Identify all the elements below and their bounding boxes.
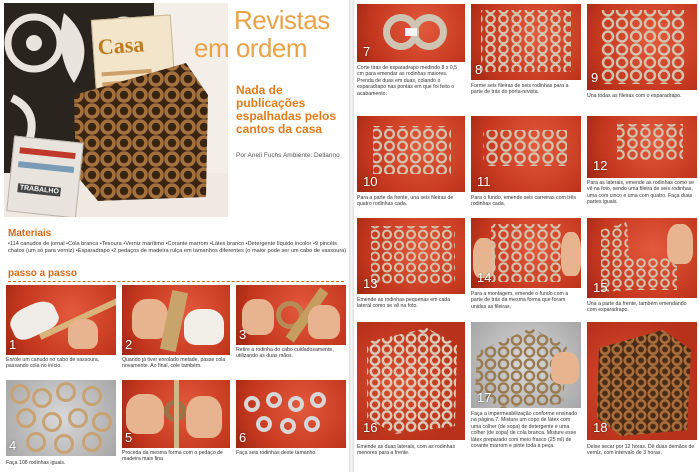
step-number: 7 xyxy=(363,44,371,59)
step-4-caption: Faça 108 rodinhas iguais. xyxy=(6,460,66,466)
step-number: 1 xyxy=(9,337,17,352)
step-3-caption: Retire a rodinha do cabo cuidadosamente, utilizando as duas mãos. xyxy=(236,347,334,360)
step-number: 5 xyxy=(125,430,133,445)
step-1-photo xyxy=(6,285,116,355)
steps-heading: passo a passo xyxy=(8,268,77,279)
step-2-photo xyxy=(122,285,230,355)
step-9 xyxy=(587,4,697,114)
step-number: 13 xyxy=(363,276,378,291)
step-9-photo xyxy=(587,4,697,90)
step-12-caption: Para as laterais, emende as rodinhas como se vê na foto, sendo uma fileira de seis rodinhas, uma com cinco e uma com quatro. Faça duas partes iguais. xyxy=(587,180,694,206)
materials-list: •114 canudos de jornal •Cola branca •Tesoura •Verniz marítimo •Corante marrom •Látex branco •Detergente líquido incolor •9 pincéis chatos (um só para verniz) •Esparadrapo •2 pedaços de madeira rulça em tamanhos diferentes (o maior pode ser um cabo de vassoura) xyxy=(8,241,347,254)
step-8 xyxy=(471,4,581,114)
step-number: 18 xyxy=(593,420,608,435)
step-3-photo xyxy=(236,285,346,345)
step-16 xyxy=(357,322,465,472)
step-18 xyxy=(587,322,697,472)
step-number: 11 xyxy=(477,174,491,189)
step-1-caption: Enrole um canudo no cabo de vassoura, passando cola no início. xyxy=(6,357,100,370)
materials-heading: Materiais xyxy=(8,228,52,239)
step-14 xyxy=(471,218,581,318)
woven-magazine-basket xyxy=(68,55,214,203)
step-2-caption: Quando já tiver enrolado metade, passe cola novamente. Ao final, cole também. xyxy=(122,357,226,370)
step-number: 3 xyxy=(239,327,247,342)
step-13-caption: Emende as rodinhas pequenas em cada lateral como se vê na foto. xyxy=(357,297,451,310)
step-number: 16 xyxy=(363,420,378,435)
step-5-photo xyxy=(122,380,230,448)
step-18-caption: Deixe secar por 12 horas. Dê duas demãos de verniz, com intervalo de 3 horas. xyxy=(587,444,695,457)
step-number: 8 xyxy=(475,62,483,77)
step-10-caption: Para a parte da frente, una seis fileiras de quatro rodinhas cada. xyxy=(357,195,454,208)
step-number: 12 xyxy=(593,158,608,173)
step-2 xyxy=(122,285,230,377)
step-number: 15 xyxy=(593,280,608,295)
step-4 xyxy=(6,380,116,472)
step-8-caption: Forme seis fileiras de seis rodinhas para a parte de trás do porta-revista. xyxy=(471,83,569,96)
heading-divider xyxy=(8,281,344,282)
step-15-caption: Una a parte da frente, também emendando com esparadrapo. xyxy=(587,301,687,314)
step-number: 10 xyxy=(363,174,378,189)
step-5-caption: Proceda da mesma forma com o pedaço de madeira mais fina xyxy=(122,450,223,463)
step-1 xyxy=(6,285,116,377)
right-page xyxy=(353,0,699,472)
step-3 xyxy=(236,285,346,377)
step-15 xyxy=(587,218,697,318)
step-7 xyxy=(357,4,465,114)
magazine-logo: Casa xyxy=(96,31,145,60)
step-number: 17 xyxy=(477,390,492,405)
step-11-caption: Para o fundo, emende seis carreiras com três rodinhas cada. xyxy=(471,195,576,208)
step-12 xyxy=(587,116,697,216)
step-5 xyxy=(122,380,230,472)
step-9-caption: Una todas as fileiras com o esparadrapo. xyxy=(587,93,682,99)
title-line-2: em ordem xyxy=(194,33,308,63)
step-number: 14 xyxy=(477,270,492,285)
step-16-caption: Emende as duas laterais, com as rodinhas menores para a frente. xyxy=(357,444,456,457)
step-number: 2 xyxy=(125,337,133,352)
step-6-caption: Faça seis rodinhas deste tamanho. xyxy=(236,450,317,456)
step-number: 4 xyxy=(9,438,17,453)
step-6 xyxy=(236,380,346,472)
magazine-pile: TRABALHO xyxy=(6,136,84,217)
step-13 xyxy=(357,218,465,318)
step-number: 9 xyxy=(591,70,599,85)
step-17-caption: Faça a impermeabilização conforme ensinado na página 7. Misture um copo de látex com uma colher (de sopa) de detergente e uma colher (de sopa) de cola branca. Misture esse látex preparado com meio frasco (25 ml) de corante marrom e pinte toda a peça. xyxy=(471,411,578,450)
article-byline: Por Aneli Fuchs Ambiente: Dellanno xyxy=(236,152,340,159)
title-line-1: Revistas xyxy=(234,5,330,35)
step-17 xyxy=(471,322,581,472)
step-6-photo xyxy=(236,380,346,448)
step-14-caption: Para a montagem, emende o fundo com a parte de trás da mesma forma que foram unidas as fileiras. xyxy=(471,291,569,310)
step-10 xyxy=(357,116,465,216)
step-number: 6 xyxy=(239,430,247,445)
step-7-photo xyxy=(357,4,465,62)
step-8-photo xyxy=(471,4,581,80)
article-subtitle: Nada de publicações espalhadas pelos cantos da casa xyxy=(236,83,337,136)
step-11 xyxy=(471,116,581,216)
step-7-caption: Corte tiras de esparadrapo medindo 8 x 0,5 cm para emendar as rodinhas maiores. Prenda de duas em duas, colando o esparadrapo nas pontas em que foi feito o acabamento. xyxy=(357,65,458,97)
step-4-photo xyxy=(6,380,116,456)
